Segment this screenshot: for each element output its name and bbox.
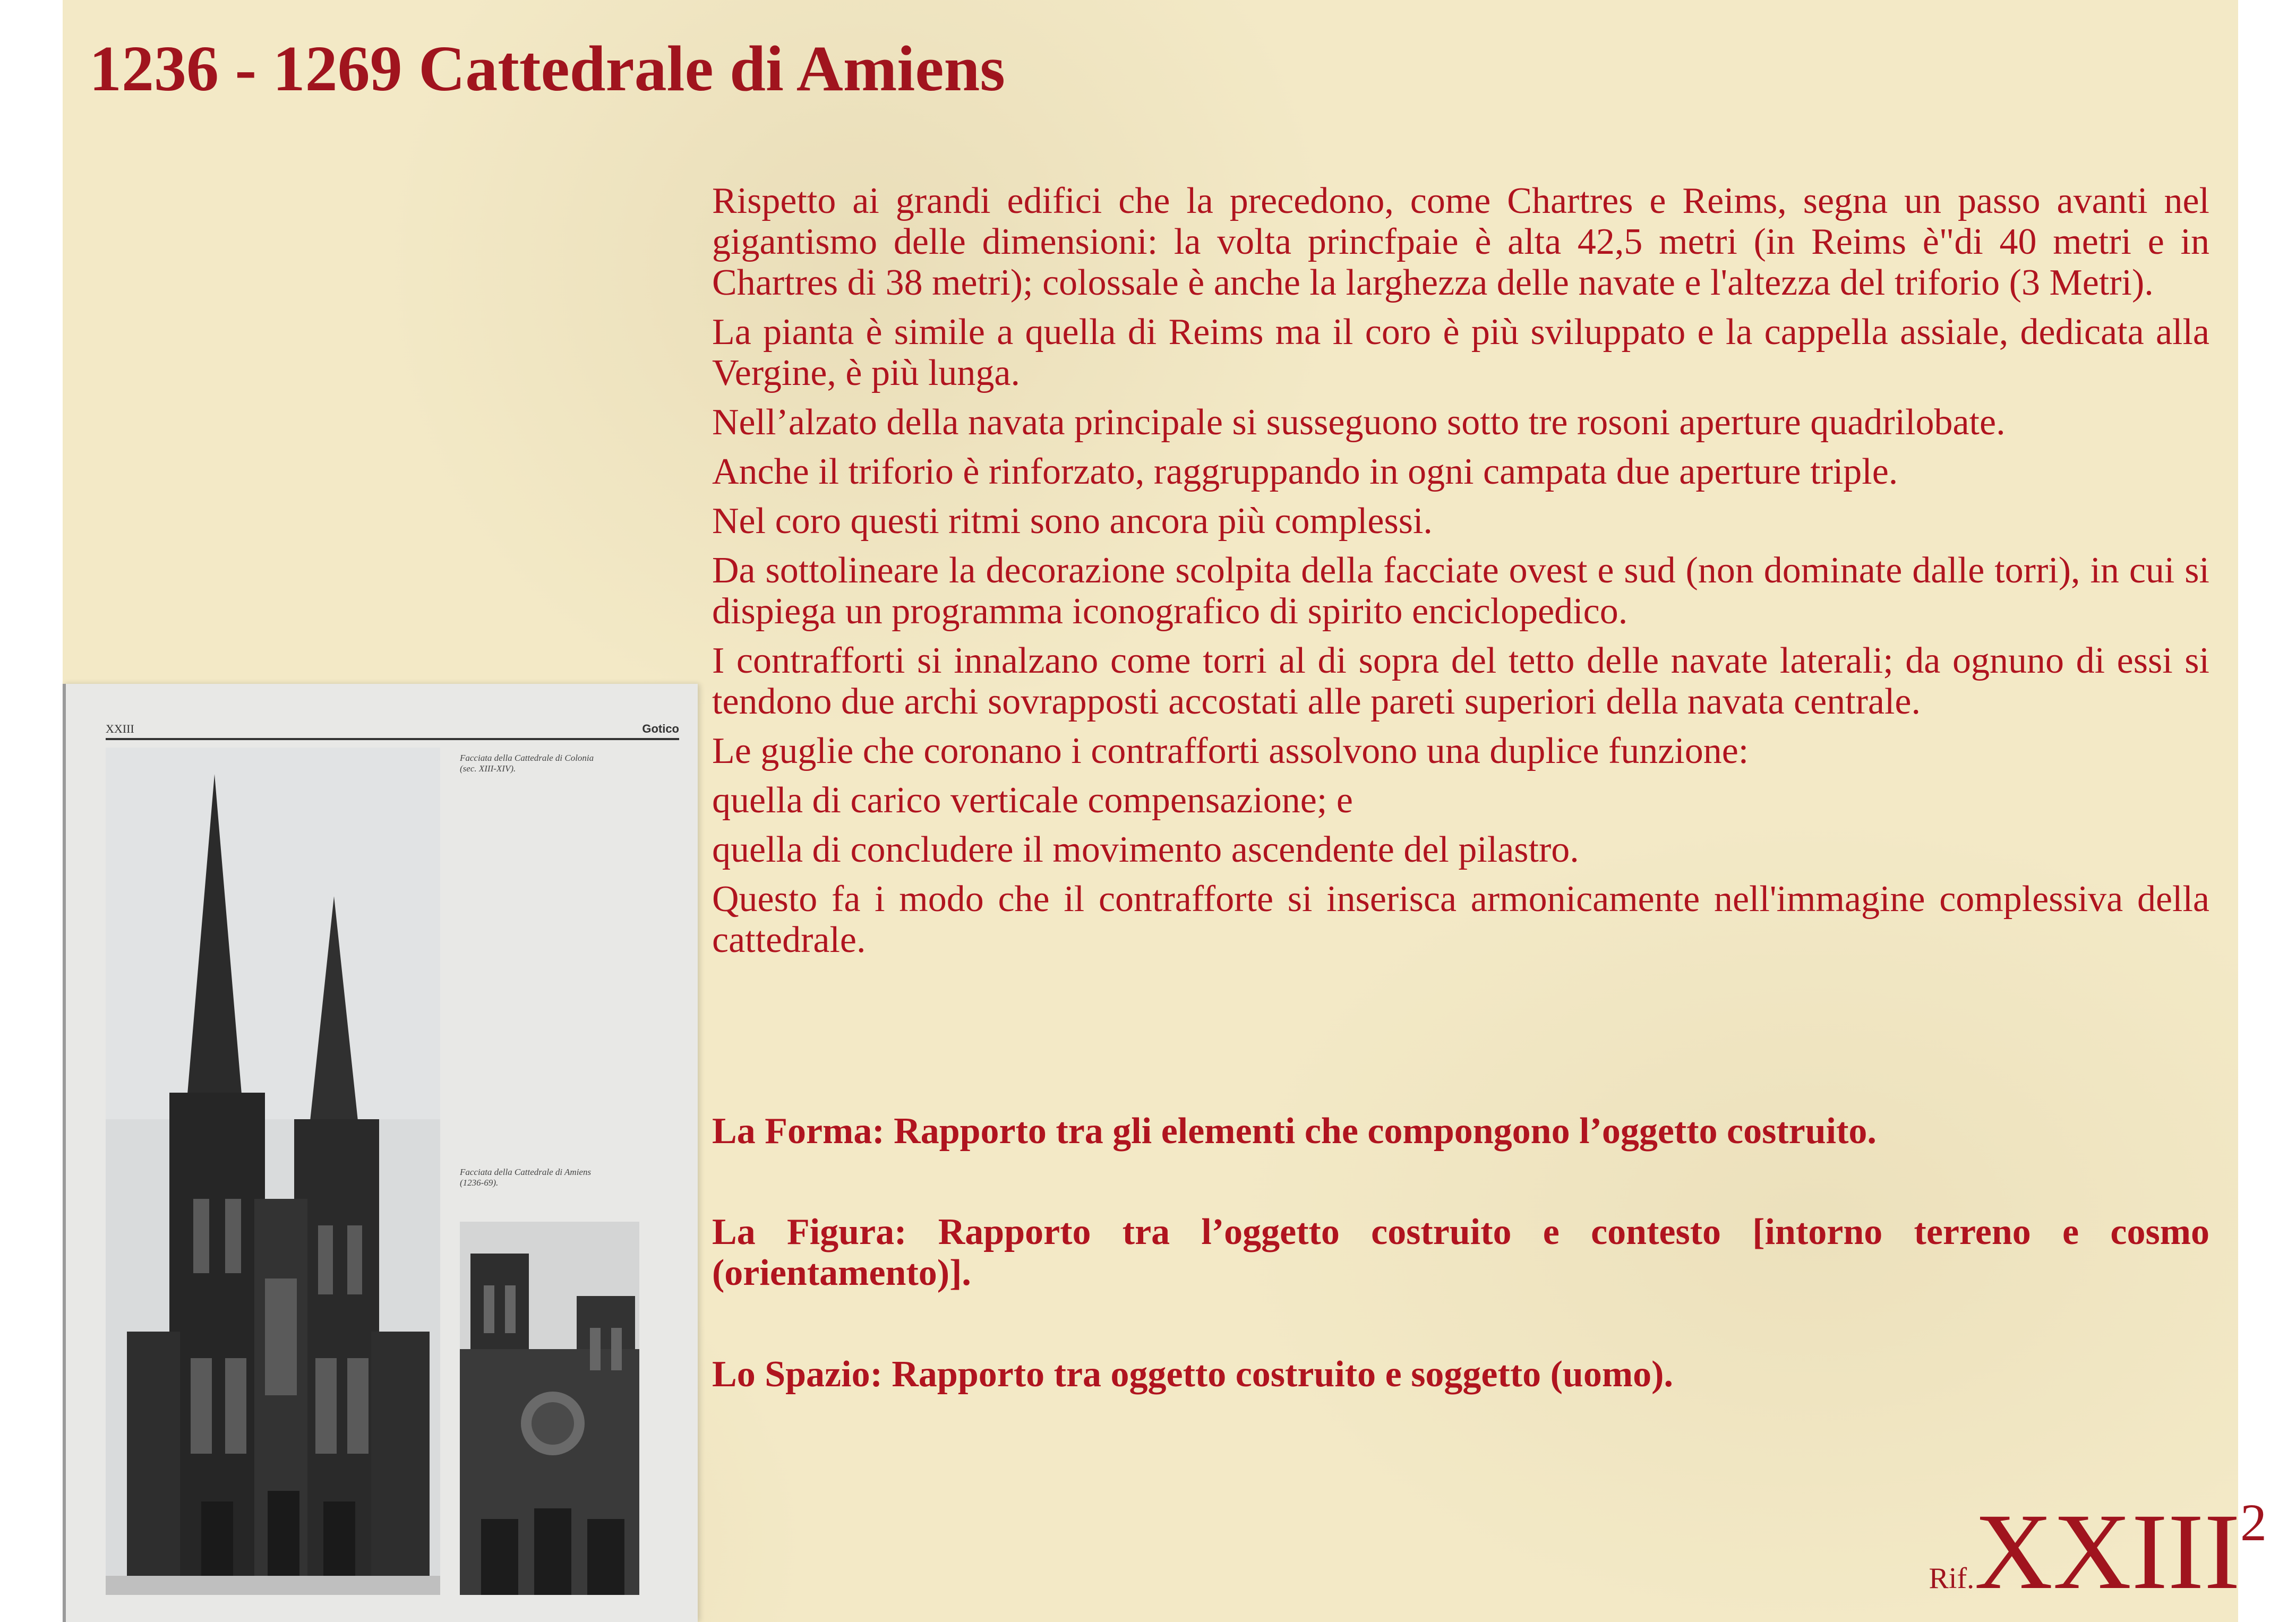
book-section-label: Gotico <box>642 722 679 735</box>
paragraph-sculpture: Da sottolineare la decorazione scolpita della facciate ovest e sud (non dominate dalle torri), in cui si dispiega un programma iconografico di spirito enciclopedico. <box>712 550 2209 632</box>
paragraph-choir: Nel coro questi ritmi sono ancora più complessi. <box>712 501 1433 542</box>
definition-spazio: Lo Spazio: Rapporto tra oggetto costruito e soggetto (uomo). <box>712 1354 1673 1395</box>
page-title: 1236 - 1269 Cattedrale di Amiens <box>89 33 1005 105</box>
book-page-photo <box>63 684 698 1622</box>
paragraph-triforium: Anche il triforio è rinforzato, raggruppando in ogni campata due aperture triple. <box>712 451 1898 492</box>
reference-number: XXIII <box>1974 1491 2240 1612</box>
paragraph-harmony: Questo fa i modo che il contrafforte si inserisca armonicamente nell'immagine complessiva della cattedrale. <box>712 879 2209 960</box>
caption-cologne: Facciata della Cattedrale di Colonia (sec. XIII-XIV). <box>460 753 594 774</box>
reference-prefix: Rif. <box>1929 1562 1975 1595</box>
amiens-cathedral-image <box>460 1222 639 1595</box>
paragraph-spires: Le guglie che coronano i contrafforti assolvono una duplice funzione: <box>712 731 1749 771</box>
cologne-cathedral-icon <box>106 748 440 1595</box>
caption-amiens: Facciata della Cattedrale di Amiens (1236-69). <box>460 1167 592 1188</box>
definition-figura: La Figura: Rapporto tra l’oggetto costruito e contesto [intorno terreno e cosmo (orientamento)]. <box>712 1212 2209 1293</box>
reference-superscript: 2 <box>2240 1493 2267 1552</box>
paragraph-function-2: quella di concludere il movimento ascendente del pilastro. <box>712 829 1579 870</box>
text-column <box>712 181 2209 1395</box>
cologne-cathedral-image <box>106 748 440 1595</box>
paragraph-buttresses: I contrafforti si innalzano come torri al di sopra del tetto delle navate laterali; da ognuno di essi si tendono due archi sovrapposti accostati alle pareti superiori della navata centrale. <box>712 640 2209 722</box>
book-page-number: XXIII <box>106 722 134 735</box>
paragraph-dimensions: Rispetto ai grandi edifici che la precedono, come Chartres e Reims, segna un passo avanti nel gigantismo delle dimensioni: la volta princfpaie è alta 42,5 metri (in Reims è"di 40 metri e in Chartres di 38 metri); colossale è anche la larghezza delle navate e l'altezza del triforio (3 Metri). <box>712 181 2209 303</box>
paragraph-plan: La pianta è simile a quella di Reims ma il coro è più sviluppato e la cappella assiale, dedicata alla Vergine, è più lunga. <box>712 312 2209 393</box>
definition-forma: La Forma: Rapporto tra gli elementi che compongono l’oggetto costruito. <box>712 1111 1877 1152</box>
book-page-header <box>106 722 679 740</box>
reference-label <box>1929 1491 2267 1612</box>
paragraph-function-1: quella di carico verticale compensazione; e <box>712 780 1353 821</box>
amiens-cathedral-icon <box>460 1222 639 1595</box>
paragraph-elevation: Nell’alzato della navata principale si susseguono sotto tre rosoni aperture quadrilobate. <box>712 402 2006 443</box>
